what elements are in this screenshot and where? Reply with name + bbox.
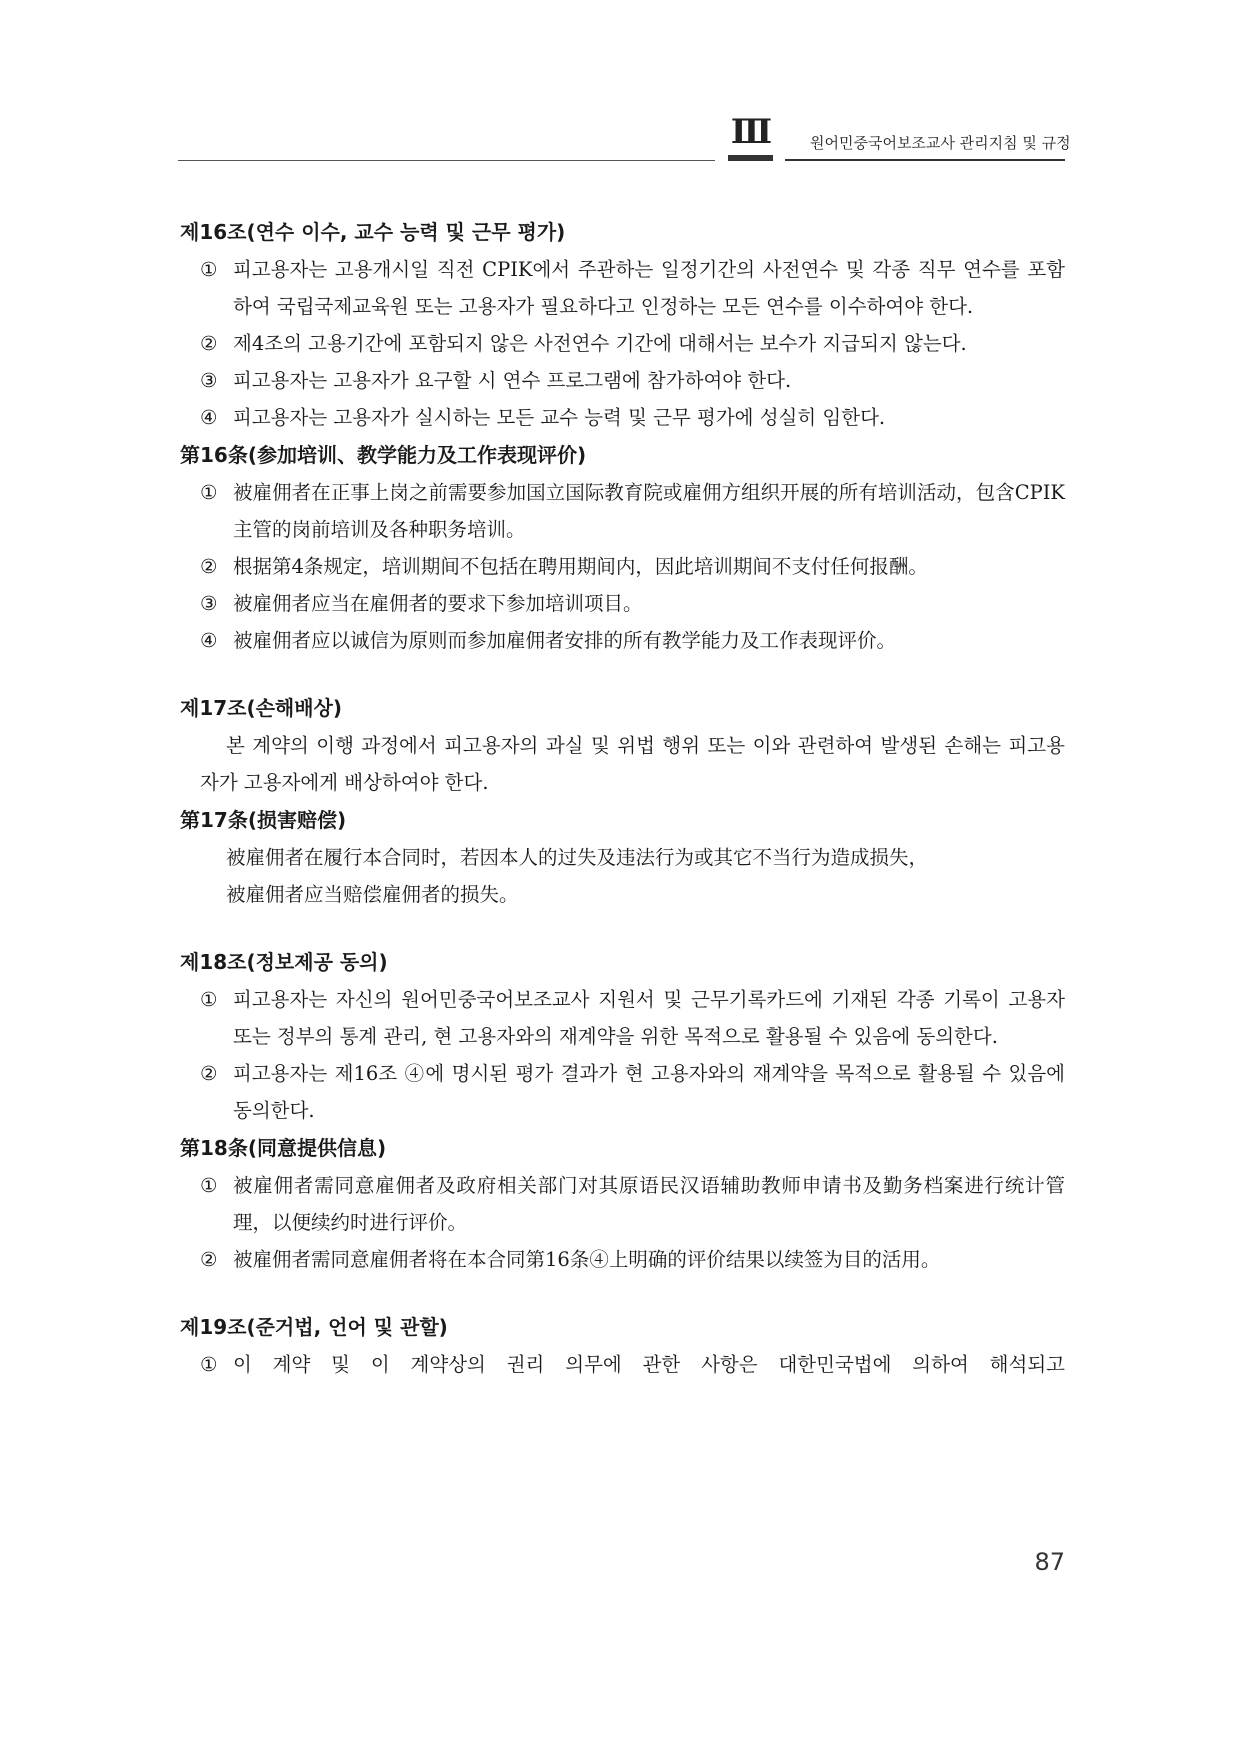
article-16-ko-title: 제16조(연수 이수, 교수 능력 및 근무 평가) xyxy=(180,220,566,244)
item-text: 제4조의 고용기간에 포함되지 않은 사전연수 기간에 대해서는 보수가 지급되지 않는다. xyxy=(233,332,967,355)
list-item xyxy=(180,1055,1065,1129)
item-text: 被雇佣者应以诚信为原则而参加雇佣者安排的所有教学能力及工作表现评价。 xyxy=(233,629,897,652)
item-text: 被雇佣者在正事上岗之前需要参加国立国际教育院或雇佣方组织开展的所有培训活动，包含CPIK主管的岗前培训及各种职务培训。 xyxy=(233,481,1065,541)
item-text: 피고용자는 제16조 ④에 명시된 평가 결과가 현 고용자와의 재계약을 목적으로 활용될 수 있음에 동의한다. xyxy=(233,1062,1065,1122)
item-number: ③ xyxy=(200,592,218,615)
article-18-ko-title: 제18조(정보제공 동의) xyxy=(180,950,388,974)
item-text: 根据第4条规定，培训期间不包括在聘用期间内，因此培训期间不支付任何报酬。 xyxy=(233,555,928,578)
list-item xyxy=(180,362,1065,399)
item-text: 被雇佣者需同意雇佣者将在本合同第16条④上明确的评价结果以续签为目的活用。 xyxy=(233,1248,941,1271)
header-rule-mark xyxy=(728,155,773,161)
chapter-number: Ⅲ xyxy=(730,112,771,152)
section-gap xyxy=(180,913,1065,943)
page-header xyxy=(0,0,1240,170)
section-gap xyxy=(180,1278,1065,1308)
article-17-cn-line-2: 被雇佣者应当赔偿雇佣者的损失。 xyxy=(226,883,519,906)
item-number: ③ xyxy=(200,369,218,392)
article-18-cn-title: 第18条(同意提供信息) xyxy=(180,1136,387,1160)
item-number: ① xyxy=(200,258,218,281)
list-item xyxy=(180,1241,1065,1278)
article-17-cn-title: 第17条(损害赔偿) xyxy=(180,808,347,832)
item-number: ② xyxy=(200,1248,218,1271)
item-number: ① xyxy=(200,1353,218,1376)
item-number: ④ xyxy=(200,406,218,429)
article-17-ko-title: 제17조(손해배상) xyxy=(180,696,343,720)
page-number: 87 xyxy=(1034,1548,1065,1576)
item-number: ② xyxy=(200,1062,218,1085)
list-item xyxy=(180,622,1065,659)
item-text: 被雇佣者需同意雇佣者及政府相关部门对其原语民汉语辅助教师申请书及勤务档案进行统计管理，以便续约时进行评价。 xyxy=(233,1174,1065,1234)
article-17-cn-line-1: 被雇佣者在履行本合同时，若因本人的过失及违法行为或其它不当行为造成损失， xyxy=(226,846,929,869)
article-19-ko-title: 제19조(준거법, 언어 및 관할) xyxy=(180,1315,448,1339)
list-item xyxy=(180,251,1065,325)
document-body xyxy=(180,213,1065,1383)
list-item xyxy=(180,548,1065,585)
list-item xyxy=(180,474,1065,548)
item-text: 피고용자는 고용개시일 직전 CPIK에서 주관하는 일정기간의 사전연수 및 각종 직무 연수를 포함하여 국립국제교육원 또는 고용자가 필요하다고 인정하는 모든 연수를 이수하여야 한다. xyxy=(233,258,1065,318)
header-rule-right xyxy=(785,159,1065,161)
list-item xyxy=(180,325,1065,362)
list-item xyxy=(180,1167,1065,1241)
item-text: 피고용자는 자신의 원어민중국어보조교사 지원서 및 근무기록카드에 기재된 각종 기록이 고용자 또는 정부의 통계 관리, 현 고용자와의 재계약을 위한 목적으로 활용될 수 있음에 동의한다. xyxy=(233,988,1065,1048)
list-item xyxy=(180,1346,1065,1383)
item-text: 피고용자는 고용자가 실시하는 모든 교수 능력 및 근무 평가에 성실히 임한다. xyxy=(233,406,886,429)
article-17-ko-text: 본 계약의 이행 과정에서 피고용자의 과실 및 위법 행위 또는 이와 관련하여 발생된 손해는 피고용자가 고용자에게 배상하여야 한다. xyxy=(200,734,1065,794)
item-number: ④ xyxy=(200,629,218,652)
item-text: 被雇佣者应当在雇佣者的要求下参加培训项目。 xyxy=(233,592,643,615)
list-item xyxy=(180,585,1065,622)
list-item xyxy=(180,399,1065,436)
item-number: ② xyxy=(200,332,218,355)
item-number: ① xyxy=(200,481,218,504)
header-rule-left xyxy=(178,160,715,161)
item-text: 이 계약 및 이 계약상의 권리 의무에 관한 사항은 대한민국법에 의하여 해석되고 xyxy=(233,1353,1065,1376)
article-16-cn-title: 第16条(参加培训、教学能力及工作表现评价) xyxy=(180,443,587,467)
item-number: ① xyxy=(200,988,218,1011)
chapter-title: 원어민중국어보조교사 관리지침 및 규정 xyxy=(810,134,1071,152)
item-text: 피고용자는 고용자가 요구할 시 연수 프로그램에 참가하여야 한다. xyxy=(233,369,792,392)
list-item xyxy=(180,981,1065,1055)
item-number: ② xyxy=(200,555,218,578)
item-number: ① xyxy=(200,1174,218,1197)
section-gap xyxy=(180,659,1065,689)
